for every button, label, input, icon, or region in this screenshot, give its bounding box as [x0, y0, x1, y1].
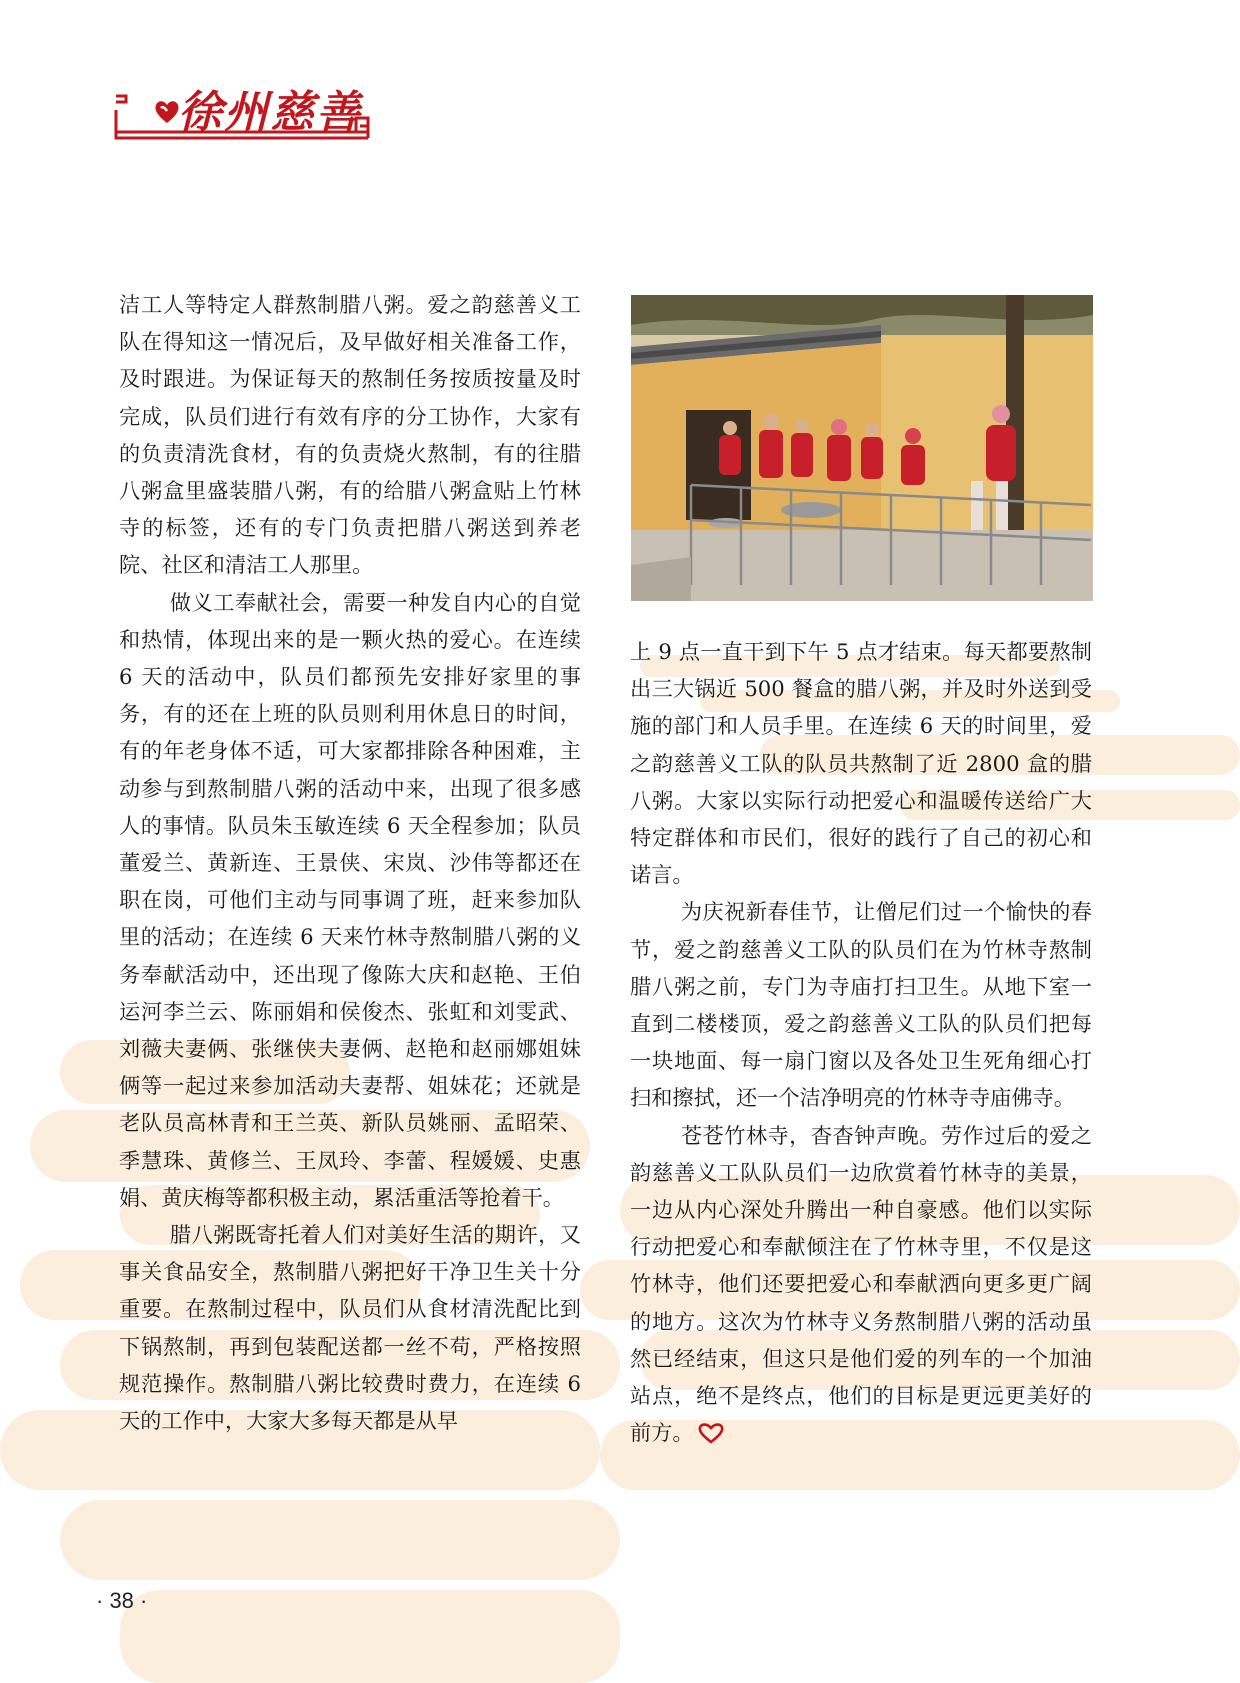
volunteers-photo [631, 295, 1093, 601]
right-paragraph-2: 为庆祝新春佳节，让僧尼们过一个愉快的春节，爱之韵慈善义工队的队员们在为竹林寺熬制腊八粥之前，专门为寺庙打扫卫生。从地下室一直到二楼楼顶，爱之韵慈善义工队的队员们把每一块地面、每一扇门窗以及各处卫生死角细心打扫和擦拭，还一个洁净明亮的竹林寺寺庙佛寺。 [630, 899, 1092, 1111]
right-paragraph-1: 上 9 点一直干到下午 5 点才结束。每天都要熬制出三大锅近 500 餐盒的腊八粥，并及时外送到受施的部门和人员手里。在连续 6 天的时间里，爱之韵慈善义工队的队员共熬制了近 2800 盒的腊八粥。大家以实际行动把爱心和温暖传送给广大特定群体和市民们，很好的践行了自己的初心和诺言。 [630, 639, 1092, 888]
article-right-column [630, 633, 1092, 1451]
left-paragraph-2: 做义工奉献社会，需要一种发自内心的自觉和热情，体现出来的是一颗火热的爱心。在连续 6 天的活动中，队员们都预先安排好家里的事务，有的还在上班的队员则利用休息日的时间，有的年老身体不适，可大家都排除各种困难，主动参与到熬制腊八粥的活动中来，出现了很多感人的事情。队员朱玉敏连续 6 天全程参加；队员董爱兰、黄新连、王景侠、宋岚、沙伟等都还在职在岗，可他们主动与同事调了班，赶来参加队里的活动；在连续 6 天来竹林寺熬制腊八粥的义务奉献活动中，还出现了像陈大庆和赵艳、王伯运河李兰云、陈丽娟和侯俊杰、张虹和刘雯武、刘薇夫妻俩、张继侠夫妻俩、赵艳和赵丽娜姐妹俩等一起过来参加活动夫妻帮、姐妹花；还就是老队员高林青和王兰英、新队员姚丽、孟昭荣、季慧珠、黄修兰、王凤玲、李蕾、程媛媛、史惠娟、黄庆梅等都积极主动，累活重活等抢着干。 [119, 589, 581, 1210]
right-paragraph-3-text: 苍苍竹林寺，杳杳钟声晚。劳作过后的爱之韵慈善义工队队员们一边欣赏着竹林寺的美景，一边从内心深处升腾出一种自豪感。他们以实际行动把爱心和奉献倾注在了竹林寺里，不仅是这竹林寺，他们还要把爱心和奉献洒向更多更广阔的地方。这次为竹林寺义务熬制腊八粥的活动虽然已经结束，但这只是他们爱的列车的一个加油站点，绝不是终点，他们的目标是更远更美好的前方。 [630, 1122, 1092, 1446]
right-paragraph-3 [630, 1117, 1092, 1452]
left-paragraph-1: 洁工人等特定人群熬制腊八粥。爱之韵慈善义工队在得知这一情况后，及早做好相关准备工作，及时跟进。为保证每天的熬制任务按质按量及时完成，队员们进行有效有序的分工协作，大家有的负责清洗食材，有的负责烧火熬制，有的往腊八粥盒里盛装腊八粥，有的给腊八粥盒贴上竹林寺的标签，还有的专门负责把腊八粥送到养老院、社区和清洁工人那里。 [119, 292, 581, 578]
page-number: · 38 · [96, 1588, 148, 1613]
left-paragraph-3: 腊八粥既寄托着人们对美好生活的期许，又事关食品安全，熬制腊八粥把好干净卫生关十分重要。在熬制过程中，队员们从食材清洗配比到下锅熬制，再到包装配送都一丝不苟，严格按照规范操作。熬制腊八粥比较费时费力，在连续 6 天的工作中，大家大多每天都是从早 [119, 1222, 581, 1434]
magazine-title: 徐州慈善 [178, 87, 362, 138]
article-left-column [119, 286, 581, 1439]
magazine-header [112, 82, 372, 144]
volunteers-cooking-image [631, 295, 1093, 601]
heart-end-icon [698, 1422, 724, 1444]
